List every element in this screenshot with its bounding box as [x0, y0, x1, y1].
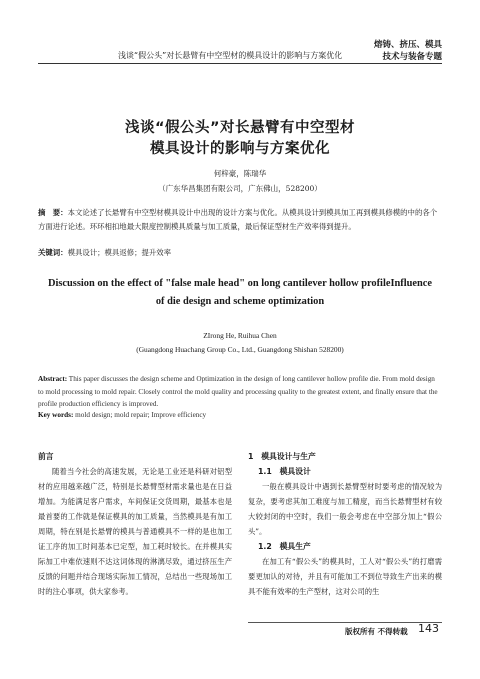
intro-heading: 前言	[38, 452, 54, 461]
en-title-line2: of die design and scheme optimization	[155, 296, 325, 307]
cn-authors: 何梓豪，陈瑞华	[213, 169, 267, 178]
cn-title-line1: 浅谈“假公头”对长悬臂有中空型材	[124, 120, 356, 136]
cn-keywords	[38, 247, 442, 258]
footer-divider	[248, 622, 442, 623]
cn-title-line2: 模具设计的影响与方案优化	[150, 141, 330, 157]
cn-affiliation: （广东华昌集团有限公司，广东佛山，528200）	[158, 184, 322, 193]
section-1-2-heading: 1.2 模具生产	[258, 542, 311, 551]
en-keywords	[38, 411, 442, 419]
section-1-1-heading: 1.1 模具设计	[258, 467, 311, 476]
cn-abstract-text: 本文论述了长悬臂有中空型材模具设计中出现的设计方案与优化。从模具设计到模具加工再到模具修模的中的各个方面进行论述。环环相扣地最大限度控制模具质量与加工质量，最后保证型材生产效率得到提升。	[38, 208, 438, 231]
body-right-column	[248, 449, 442, 599]
page-number: 143	[418, 622, 439, 635]
running-header-category-line2: 技术与装备专题	[382, 52, 442, 62]
en-abstract-text: This paper discusses the design scheme and Optimization in the design of long cantilever hollow profile die. From mold design to mold processing to mold repair. Closely control the mold quality and processing quality to the greatest extent, and finally ensure that the profile production efficiency is improved.	[38, 375, 438, 409]
en-keywords-text: mold design; mold repair; Improve efficiency	[73, 411, 207, 419]
section-1-2-paragraph: 在加工有“假公头”的模具时，工人对“假公头”的打磨需要更加认的对待，并且有可能加工不到位导致生产出来的模具不能有效率的生产型材，这对公司的生	[248, 557, 442, 596]
header-divider	[38, 63, 442, 64]
body-left-column	[38, 449, 232, 599]
en-abstract-label: Abstract:	[38, 375, 68, 383]
en-authors: ZIrong He, Ruihua Chen	[203, 331, 277, 340]
cn-abstract-label: 摘 要：	[38, 208, 68, 217]
en-abstract	[38, 373, 442, 411]
cn-keywords-label: 关键词：	[38, 248, 68, 257]
en-keywords-label: Key words:	[38, 411, 74, 419]
running-header-title: 浅谈“假公头”对长悬臂有中空型材的模具设计的影响与方案优化	[118, 51, 343, 60]
section-1-heading: 1 模具设计与生产	[248, 452, 316, 461]
cn-keywords-text: 模具设计；模具返修；提升效率	[67, 248, 172, 257]
intro-paragraph: 随着当今社会的高速发展，无论是工业还是科研对铝型材的应用越来越广泛，特别是长悬臂型材需求量也是在日益增加。为能满足客户需求，车间保证交货周期，最基本也是最首要的工作就是保证模具的加工质量，当然模具是有加工周期，特在别是长悬臂的模具与普通模具不一样的是也加工证工序的加工时间基本已定型，加工耗时较长。在并模具实际加工中难依速则不达这词体现的淋漓尽致，通过挤压生产反馈的问题并结合现场实际加工情况，总结出一些现场加工时的注心事项，供大家参考。	[38, 467, 232, 596]
en-affiliation: (Guangdong Huachang Group Co., Ltd., Guangdong Shishan 528200)	[136, 345, 344, 354]
section-1-1-paragraph: 一般在模具设计中遇到长悬臂型材时要考虑的情况较为复杂，要考虑其加工难度与加工精度，而当长悬臂型材有较大较封闭的中空时，我们一般会考虑在中空部分加上“假公头”。	[248, 482, 442, 536]
footer-copyright: 版权所有 不得转载	[345, 627, 408, 636]
running-header-category-line1: 熔铸、挤压、模具	[373, 40, 442, 50]
en-title-line1: Discussion on the effect of "false male head" on long cantilever hollow profileInfluence	[47, 278, 433, 289]
cn-abstract	[38, 206, 442, 233]
